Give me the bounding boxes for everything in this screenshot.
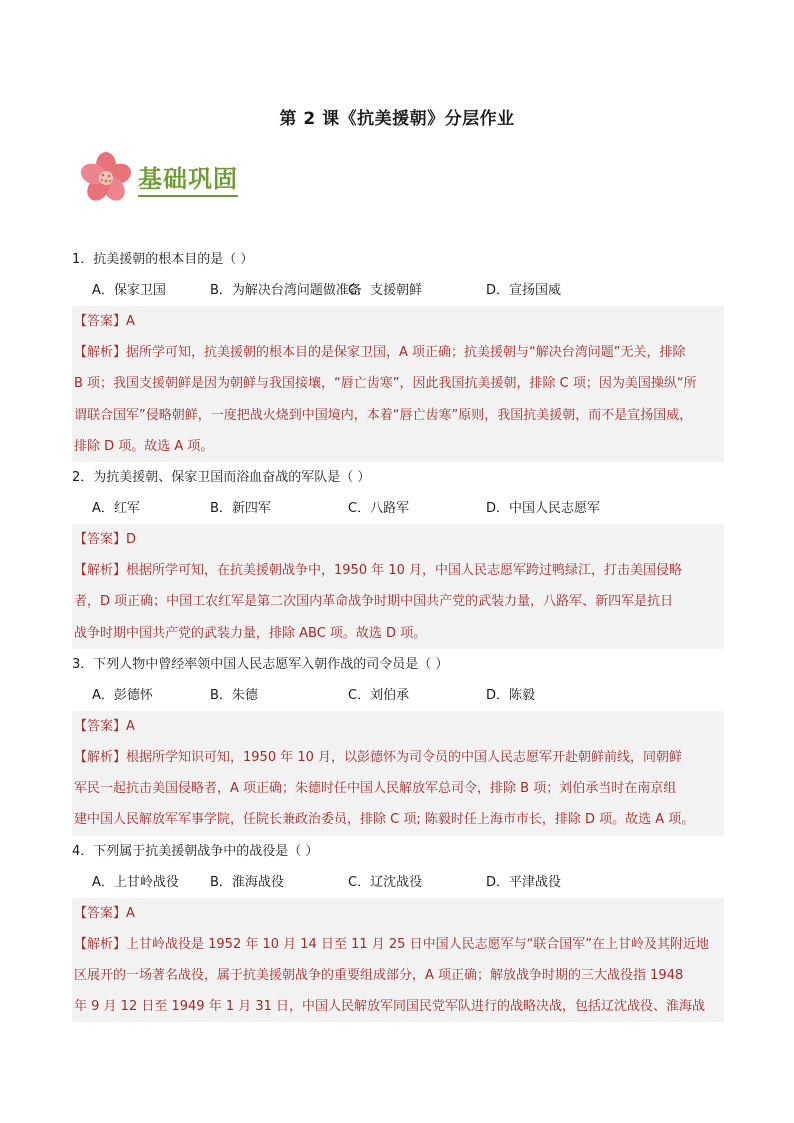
question-stem: 4．下列属于抗美援朝战争中的战役是（ ） [72,843,319,859]
answer-label: 【答案】A [74,905,135,921]
option-b: B．朱德 [210,687,258,703]
cherry-blossom-icon [78,150,134,206]
question-options [72,493,724,524]
option-c: C．支援朝鲜 [348,283,423,298]
analysis-line: 【解析】根据所学知识可知，1950 年 10 月，以彭德怀为司令员的中国人民志愿军开赴朝鲜前线，同朝鲜 [74,750,683,766]
answer-label: 【答案】A [74,314,135,329]
option-a: A．彭德怀 [92,687,153,703]
page-title: 第 2 课《抗美援朝》分层作业 [279,109,515,129]
analysis-line: B 项；我国支援朝鲜是因为朝鲜与我国接壤，“唇亡齿寒”，因此我国抗美援朝，排除 C 项；因为美国操纵“所 [74,376,697,392]
analysis-line: 者，D 项正确；中国工农红军是第二次国内革命战争时期中国共产党的武装力量，八路军、新四军是抗日 [74,594,674,610]
question-3 [72,649,724,836]
option-d: D．陈毅 [486,687,536,703]
question-options [72,867,724,898]
analysis-line: 【解析】据所学可知，抗美援朝的根本目的是保家卫国，A 项正确；抗美援朝与“解决台湾问题”无关，排除 [74,345,686,361]
option-b: B．新四军 [210,501,271,517]
question-4 [72,836,724,1023]
analysis-line: 建中国人民解放军军事学院，任院长兼政治委员，排除 C 项; 陈毅时任上海市市长，排除 D 项。故选 A 项。 [74,812,695,828]
option-a: A．红军 [92,501,140,517]
option-a: A．保家卫国 [92,283,166,298]
analysis-line: 战争时期中国共产党的武装力量，排除 ABC 项。故选 D 项。 [74,625,427,641]
analysis-line: 年 9 月 12 日至 1949 年 1 月 31 日，中国人民解放军同国民党军队进行的战略决战，包括辽沈战役、淮海战 [74,999,706,1015]
option-b: B．为解决台湾问题做准备 [210,283,362,298]
question-2 [72,462,724,649]
option-c: C．辽沈战役 [348,874,423,890]
option-a: A．上甘岭战役 [92,874,179,890]
answer-block [72,524,724,649]
question-stem: 3．下列人物中曾经率领中国人民志愿军入朝作战的司令员是（ ） [72,656,449,672]
section-banner [78,150,238,206]
answer-label: 【答案】D [74,532,137,548]
option-c: C．刘伯承 [348,687,410,703]
analysis-line: 谓联合国军”侵略朝鲜，一度把战火烧到中国境内，本着“唇亡齿寒”原则，我国抗美援朝，而不是宣扬国威， [74,407,693,423]
analysis-line: 排除 D 项。故选 A 项。 [74,438,214,454]
option-d: D．中国人民志愿军 [486,501,601,517]
option-b: B．淮海战役 [210,874,284,890]
question-stem: 1．抗美援朝的根本目的是（ ） [72,252,254,267]
answer-block [72,711,724,836]
analysis-line: 军民一起抗击美国侵略者，A 项正确；朱德时任中国人民解放军总司令，排除 B 项；刘伯承当时在南京组 [74,781,677,797]
question-list [72,244,724,1022]
answer-block [72,898,724,1023]
analysis-line: 【解析】上甘岭战役是 1952 年 10 月 14 日至 11 月 25 日中国人民志愿军与“联合国军”在上甘岭及其附近地 [74,936,710,952]
answer-block [72,306,724,462]
option-d: D．平津战役 [486,874,562,890]
question-options [72,680,724,711]
answer-label: 【答案】A [74,718,135,734]
analysis-line: 【解析】根据所学可知，在抗美援朝战争中，1950 年 10 月，中国人民志愿军跨过鸭绿江，打击美国侵略 [74,563,683,579]
question-options [72,275,724,306]
section-heading: 基础巩固 [138,159,238,197]
option-d: D．宣扬国威 [486,283,562,298]
analysis-line: 区展开的一场著名战役，属于抗美援朝战争的重要组成部分，A 项正确；解放战争时期的三大战役指 1948 [74,968,684,984]
option-c: C．八路军 [348,501,410,517]
question-stem: 2．为抗美援朝、保家卫国而浴血奋战的军队是（ ） [72,470,371,486]
question-1 [72,244,724,462]
